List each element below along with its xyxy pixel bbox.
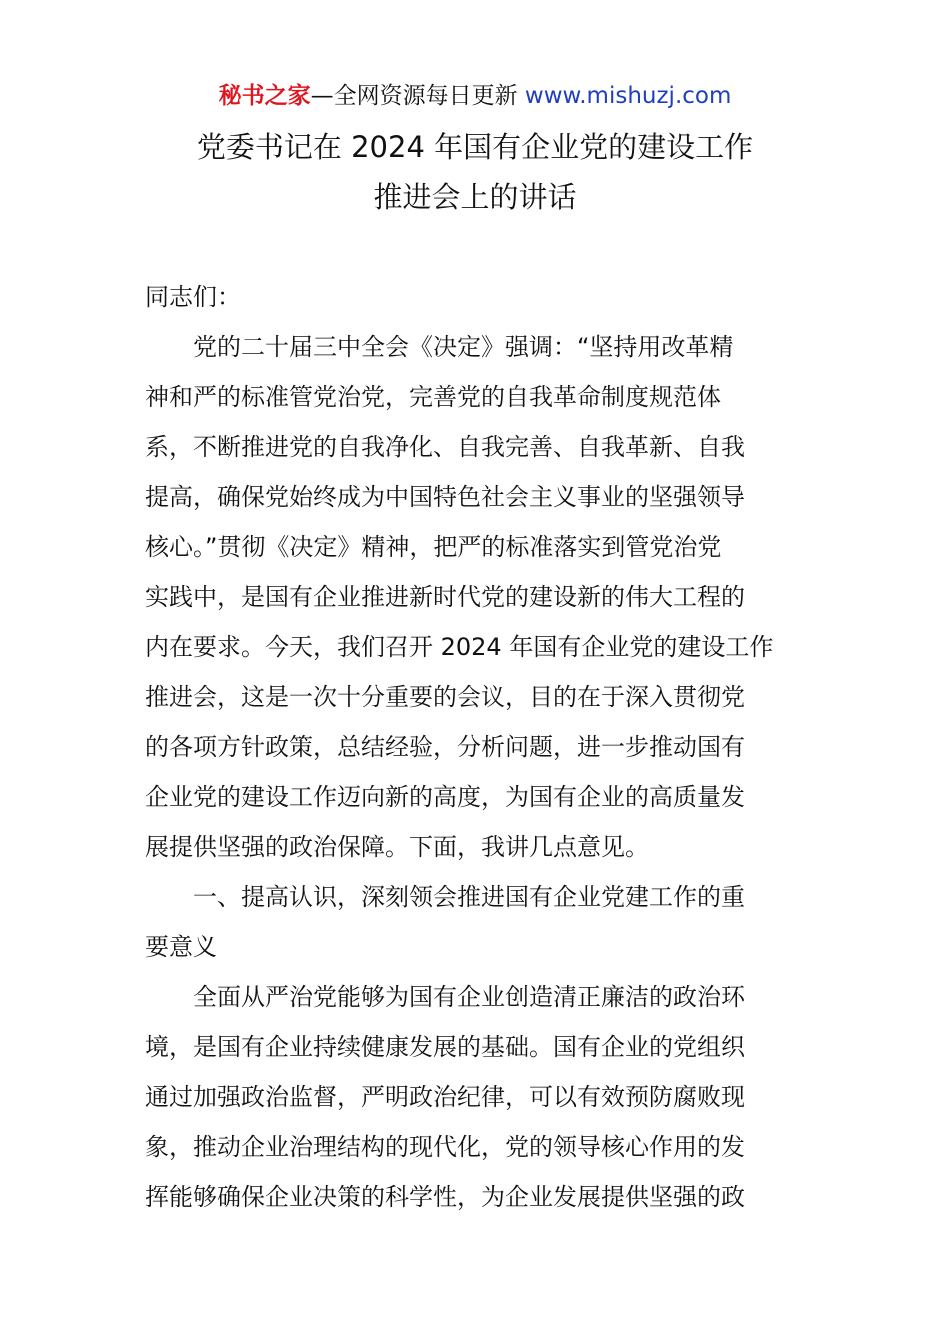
salutation: 同志们： xyxy=(145,283,241,311)
paragraph-line: 挥能够确保企业决策的科学性，为企业发展提供坚强的政 xyxy=(145,1183,745,1211)
paragraph-line: 神和严的标准管党治党，完善党的自我革命制度规范体 xyxy=(145,383,721,411)
paragraph-line: 展提供坚强的政治保障。下面，我讲几点意见。 xyxy=(145,833,649,861)
paragraph-line: 内在要求。今天，我们召开 2024 年国有企业党的建设工作 xyxy=(145,633,774,661)
site-tagline: —全网资源每日更新 xyxy=(310,83,525,109)
document-title-line-1: 党委书记在 2024 年国有企业党的建设工作 xyxy=(196,130,754,164)
paragraph-line: 提高，确保党始终成为中国特色社会主义事业的坚强领导 xyxy=(145,483,745,511)
paragraph-line: 实践中，是国有企业推进新时代党的建设新的伟大工程的 xyxy=(145,583,745,611)
paragraph-line: 核心。”贯彻《决定》精神，把严的标准落实到管党治党 xyxy=(145,533,722,561)
paragraph-line: 党的二十届三中全会《决定》强调：“坚持用改革精 xyxy=(145,333,734,361)
section-heading-line: 一、提高认识，深刻领会推进国有企业党建工作的重 xyxy=(145,883,745,911)
paragraph-line: 境，是国有企业持续健康发展的基础。国有企业的党组织 xyxy=(145,1033,745,1061)
site-header xyxy=(0,80,950,112)
document-title-line-2: 推进会上的讲话 xyxy=(373,180,577,214)
paragraph-line: 的各项方针政策，总结经验，分析问题，进一步推动国有 xyxy=(145,733,745,761)
paragraph-line: 推进会，这是一次十分重要的会议，目的在于深入贯彻党 xyxy=(145,683,745,711)
site-url-link[interactable]: www.mishuzj.com xyxy=(524,83,732,109)
paragraph-line: 系，不断推进党的自我净化、自我完善、自我革新、自我 xyxy=(145,433,745,461)
section-heading-line: 要意义 xyxy=(145,933,217,961)
paragraph-line: 全面从严治党能够为国有企业创造清正廉洁的政治环 xyxy=(145,983,745,1011)
paragraph-line: 企业党的建设工作迈向新的高度，为国有企业的高质量发 xyxy=(145,783,745,811)
site-name: 秘书之家 xyxy=(218,83,311,109)
paragraph-line: 象，推动企业治理结构的现代化，党的领导核心作用的发 xyxy=(145,1133,745,1161)
paragraph-line: 通过加强政治监督，严明政治纪律，可以有效预防腐败现 xyxy=(145,1083,745,1111)
